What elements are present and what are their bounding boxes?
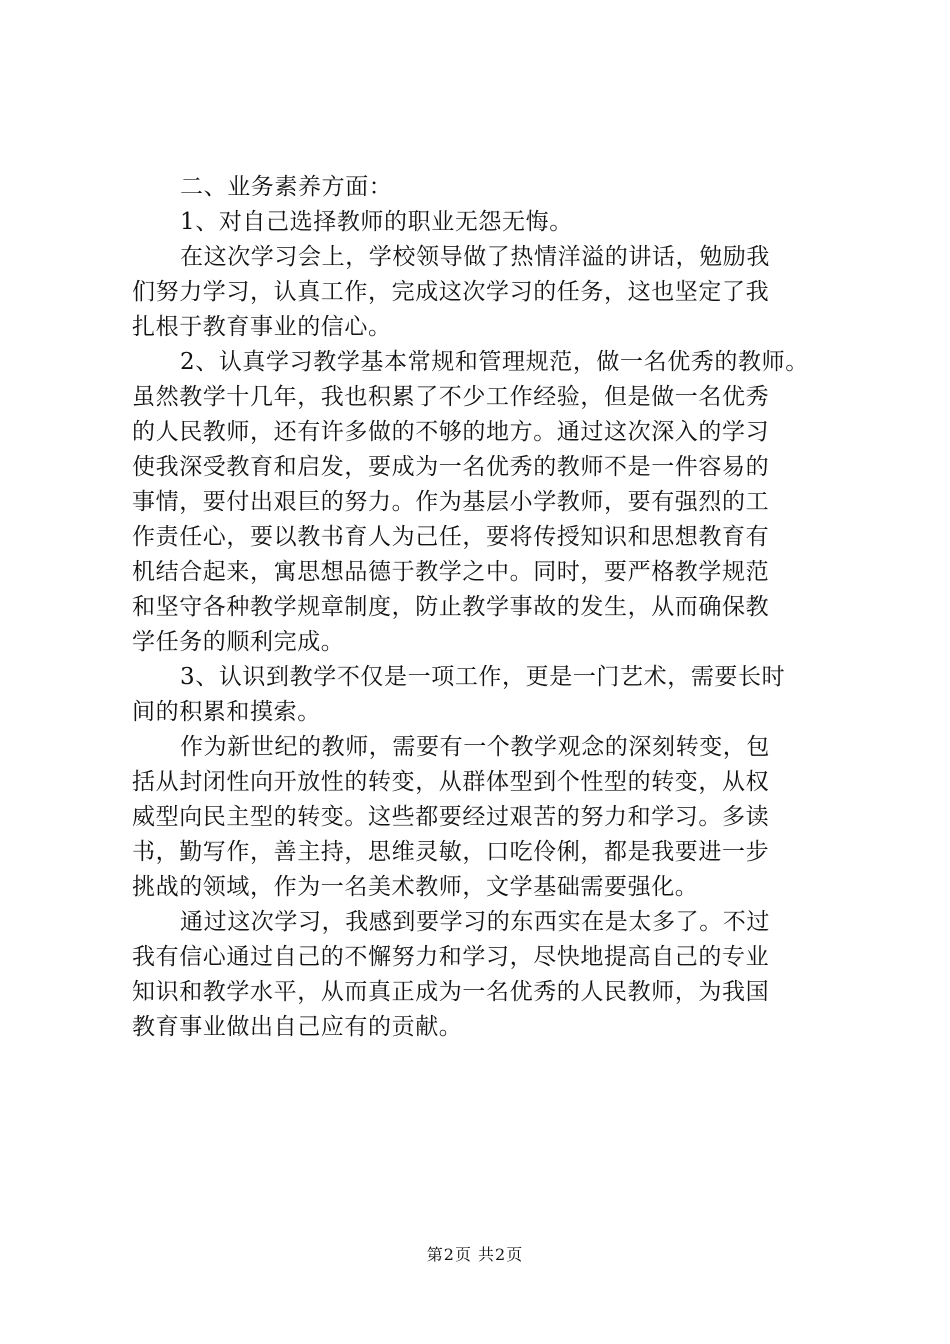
paragraph-line: 作责任心，要以教书育人为己任，要将传授知识和思想教育有 [132, 524, 770, 550]
paragraph-line: 书，勤写作，善主持，思维灵敏，口吃伶俐，都是我要进一步 [132, 839, 770, 865]
paragraph-line: 学任务的顺利完成。 [132, 629, 345, 655]
paragraph-line: 间的积累和摸索。 [132, 699, 321, 725]
paragraph-line: 我有信心通过自己的不懈努力和学习，尽快地提高自己的专业 [132, 944, 770, 970]
paragraph-line: 通过这次学习，我感到要学习的东西实在是太多了。不过 [180, 909, 770, 935]
paragraph-line: 在这次学习会上，学校领导做了热情洋溢的讲话，勉励我 [180, 244, 770, 270]
paragraph-line: 虽然教学十几年，我也积累了不少工作经验，但是做一名优秀 [132, 384, 770, 410]
document-body [132, 170, 832, 1045]
paragraph-line: 知识和教学水平，从而真正成为一名优秀的人民教师，为我国 [132, 979, 770, 1005]
paragraph-line: 事情，要付出艰巨的努力。作为基层小学教师，要有强烈的工 [132, 489, 770, 515]
page-number-footer: 第2页 共2页 [426, 1245, 524, 1264]
section-heading: 二、业务素养方面： [180, 174, 393, 200]
paragraph-line: 教育事业做出自己应有的贡献。 [132, 1014, 463, 1040]
paragraph-line: 作为新世纪的教师，需要有一个教学观念的深刻转变，包 [180, 734, 770, 760]
point-heading-2: 2、认真学习教学基本常规和管理规范，做一名优秀的教师。 [180, 349, 809, 375]
point-heading-1: 1、对自己选择教师的职业无怨无悔。 [180, 209, 573, 235]
point-heading-3: 3、认识到教学不仅是一项工作，更是一门艺术，需要长时 [180, 664, 786, 690]
paragraph-line: 括从封闭性向开放性的转变，从群体型到个性型的转变，从权 [132, 769, 770, 795]
paragraph-line: 威型向民主型的转变。这些都要经过艰苦的努力和学习。多读 [132, 804, 770, 830]
paragraph-line: 们努力学习，认真工作，完成这次学习的任务，这也坚定了我 [132, 279, 770, 305]
paragraph-line: 的人民教师，还有许多做的不够的地方。通过这次深入的学习 [132, 419, 770, 445]
paragraph-line: 扎根于教育事业的信心。 [132, 314, 392, 340]
paragraph-line: 和坚守各种教学规章制度，防止教学事故的发生，从而确保教 [132, 594, 770, 620]
paragraph-line: 挑战的领域，作为一名美术教师，文学基础需要强化。 [132, 874, 699, 900]
paragraph-line: 使我深受教育和启发，要成为一名优秀的教师不是一件容易的 [132, 454, 770, 480]
paragraph-line: 机结合起来，寓思想品德于教学之中。同时，要严格教学规范 [132, 559, 770, 585]
